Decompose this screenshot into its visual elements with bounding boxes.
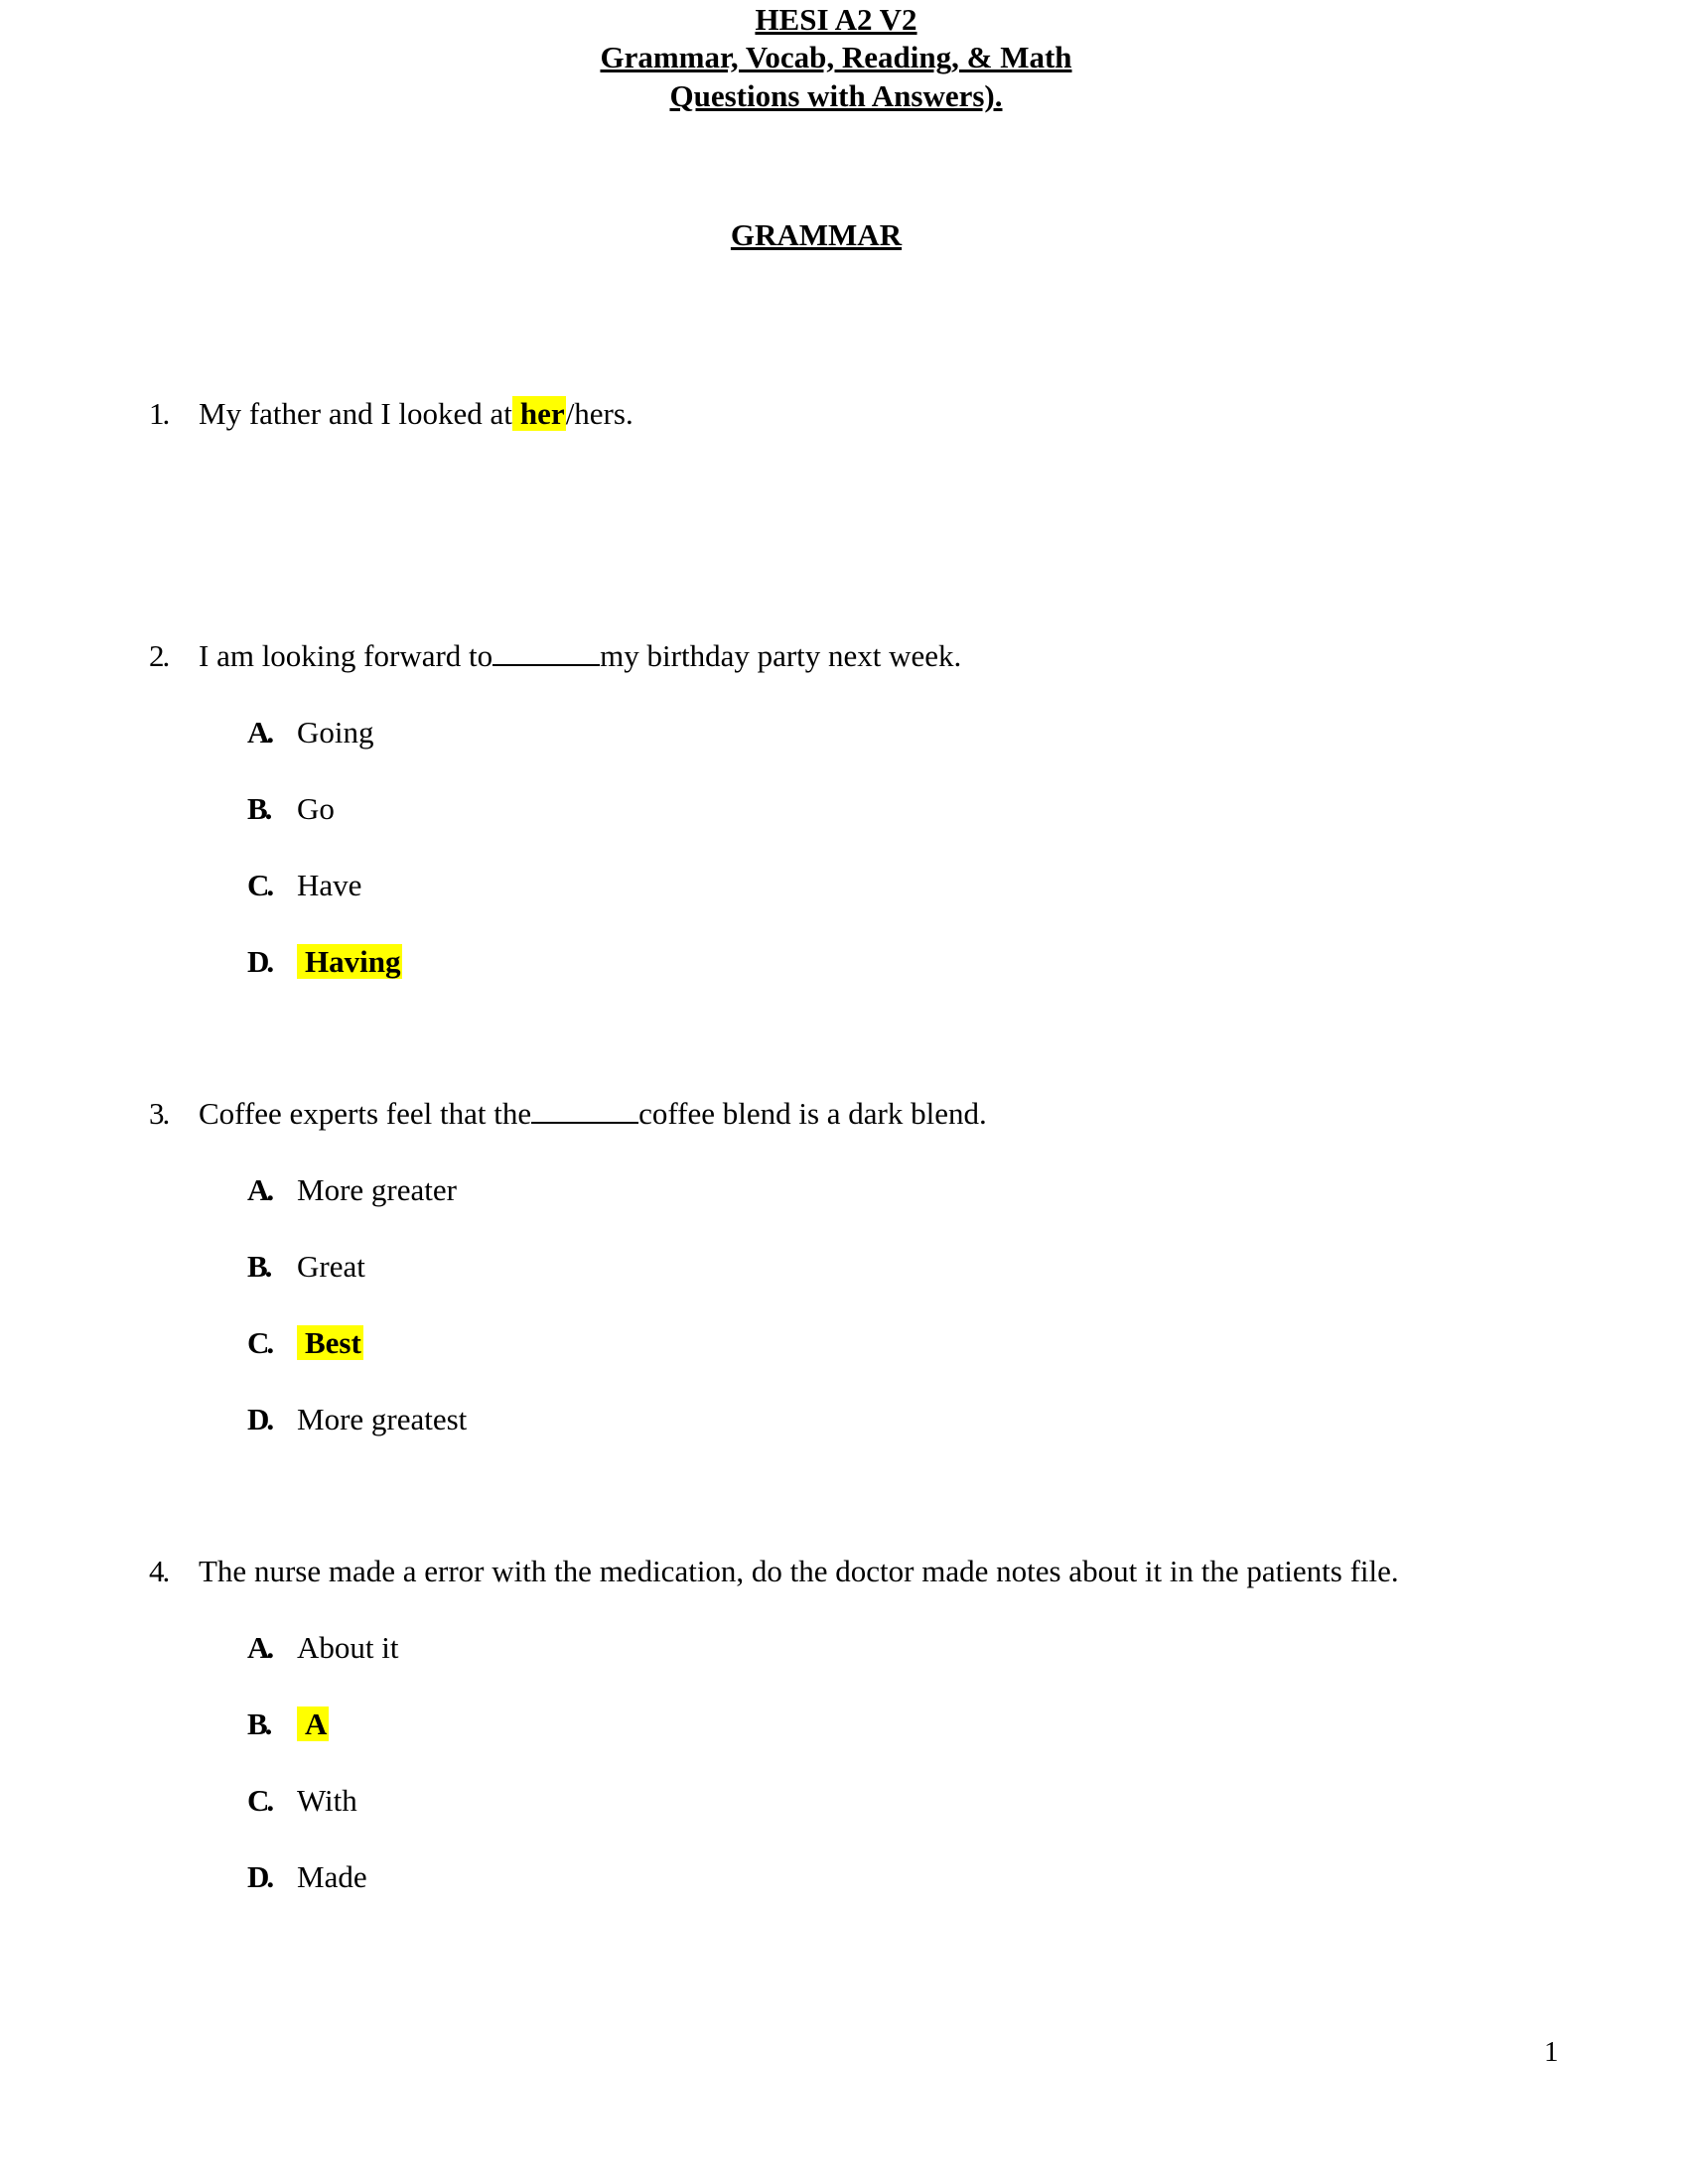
question-4-option-b-text <box>297 1706 329 1742</box>
question-3-option-a-text: More greater <box>297 1172 457 1207</box>
question-1-text-after: /hers. <box>565 396 633 431</box>
question-3-text <box>199 1096 987 1132</box>
question-3-option-c-text <box>297 1325 363 1361</box>
section-heading: GRAMMAR <box>730 217 903 252</box>
question-1-text <box>199 396 633 432</box>
question-2-answer-highlight: Having <box>297 944 402 979</box>
question-2-option-c-letter: C. <box>247 868 272 902</box>
question-1-answer-highlight: her <box>512 396 566 431</box>
question-2-option-c-text: Have <box>297 868 362 902</box>
question-2-text <box>199 638 961 674</box>
question-2-text-after: my birthday party next week. <box>600 638 962 673</box>
question-4-option-d-text: Made <box>297 1859 367 1894</box>
question-3-number: 3. <box>149 1096 169 1131</box>
question-1-text-before: My father and I looked at <box>199 396 512 431</box>
question-2-text-before: I am looking forward to <box>199 638 493 673</box>
question-3-option-b-text: Great <box>297 1249 365 1284</box>
question-4-option-c-letter: C. <box>247 1783 272 1818</box>
document-subtitle: Grammar, Vocab, Reading, & Math <box>600 40 1072 74</box>
question-2-option-a-letter: A. <box>247 715 272 750</box>
question-4-option-a-letter: A. <box>247 1630 272 1665</box>
question-4-answer-highlight: A <box>297 1706 329 1741</box>
question-2-option-a-text: Going <box>297 715 374 750</box>
question-2-blank <box>492 638 600 666</box>
question-4-text: The nurse made a error with the medication, do the doctor made notes about it in the patients file. <box>199 1554 1399 1588</box>
question-3-option-b-letter: B. <box>247 1249 270 1284</box>
page-number: 1 <box>1544 2036 1559 2068</box>
question-3-option-c-letter: C. <box>247 1325 272 1360</box>
question-3-option-a-letter: A. <box>247 1172 272 1207</box>
question-2-option-d-text <box>297 944 402 980</box>
question-3-option-d-letter: D. <box>247 1402 272 1436</box>
question-2-option-d-letter: D. <box>247 944 272 979</box>
question-3-blank <box>531 1096 638 1124</box>
question-4-number: 4. <box>149 1554 169 1588</box>
question-2-option-b-letter: B. <box>247 791 270 826</box>
question-3-text-before: Coffee experts feel that the <box>199 1096 532 1131</box>
document-title: HESI A2 V2 <box>755 2 917 37</box>
document-subtitle-2: Questions with Answers). <box>669 78 1003 113</box>
question-3-option-d-text: More greatest <box>297 1402 468 1436</box>
question-2-number: 2. <box>149 638 169 673</box>
question-4-option-d-letter: D. <box>247 1859 272 1894</box>
question-1-number: 1. <box>149 396 169 431</box>
question-3-answer-highlight: Best <box>297 1325 363 1360</box>
question-4-option-c-text: With <box>297 1783 357 1818</box>
question-4-option-b-letter: B. <box>247 1706 270 1741</box>
question-2-option-b-text: Go <box>297 791 335 826</box>
question-4-option-a-text: About it <box>297 1630 399 1665</box>
question-3-text-after: coffee blend is a dark blend. <box>638 1096 987 1131</box>
